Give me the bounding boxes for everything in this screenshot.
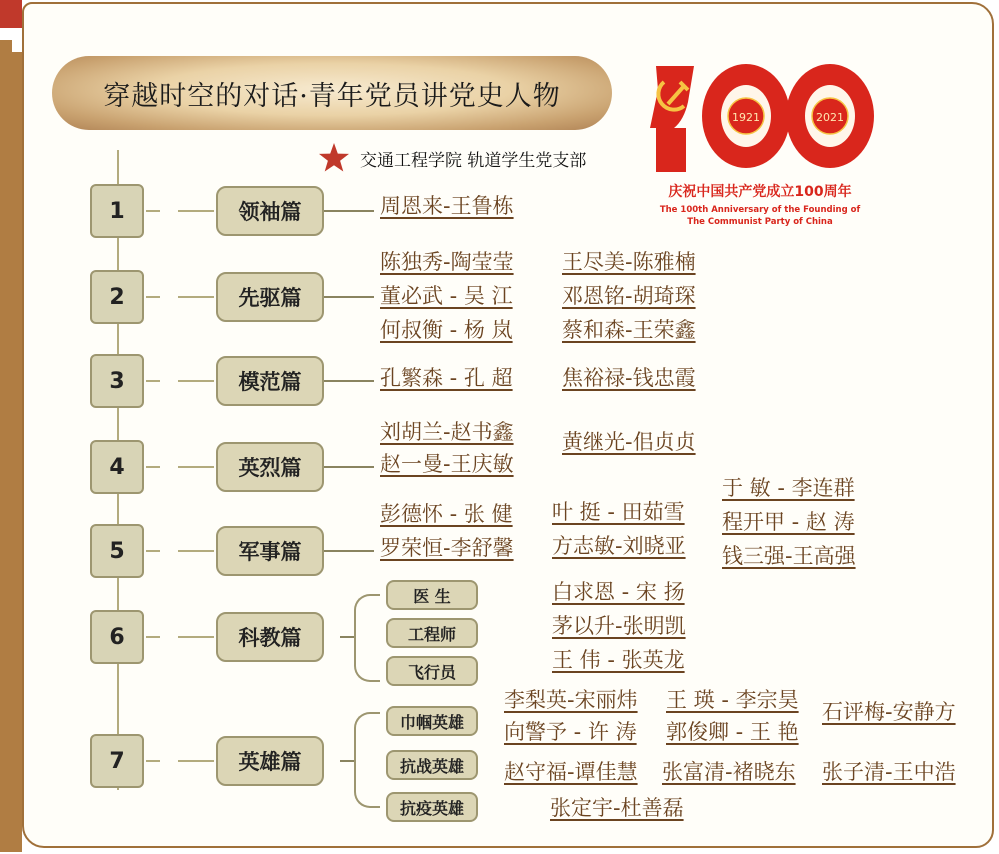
year-start: 1921 <box>732 111 760 124</box>
section-number-3: 3 <box>90 354 144 408</box>
person-link[interactable]: 何叔衡 - 杨 岚 <box>380 318 513 342</box>
dash-connector <box>178 636 214 638</box>
dash-connector <box>178 550 214 552</box>
category-connector <box>324 466 374 468</box>
person-link[interactable]: 邓恩铭-胡琦琛 <box>562 284 696 308</box>
person-link[interactable]: 张子清-王中浩 <box>822 760 956 784</box>
sub-category-pandemic-heroes: 抗疫英雄 <box>386 792 478 822</box>
dash-connector <box>178 466 214 468</box>
person-link[interactable]: 刘胡兰-赵书鑫 <box>380 420 514 444</box>
dash-connector <box>146 466 160 468</box>
person-link[interactable]: 蔡和森-王荣鑫 <box>562 318 696 342</box>
person-link[interactable]: 张定宇-杜善磊 <box>550 796 684 820</box>
category-connector <box>324 296 374 298</box>
person-link[interactable]: 赵守福-谭佳慧 <box>504 760 638 784</box>
person-link[interactable]: 张富清-褚晓东 <box>662 760 796 784</box>
spine-tip <box>0 40 12 54</box>
sub-category-war-heroes: 抗战英雄 <box>386 750 478 780</box>
category-connector <box>324 210 374 212</box>
person-link[interactable]: 王尽美-陈雅楠 <box>562 250 696 274</box>
dash-connector <box>178 760 214 762</box>
category-connector <box>340 636 354 638</box>
dash-connector <box>178 296 214 298</box>
section-number-1: 1 <box>90 184 144 238</box>
title-banner <box>52 56 612 130</box>
person-link[interactable]: 茅以升-张明凯 <box>552 614 686 638</box>
dash-connector <box>178 380 214 382</box>
person-link[interactable]: 孔繁森 - 孔 超 <box>380 366 513 390</box>
person-link[interactable]: 于 敏 - 李连群 <box>722 476 855 500</box>
section-number-5: 5 <box>90 524 144 578</box>
person-link[interactable]: 叶 挺 - 田茹雪 <box>552 500 685 524</box>
year-end: 2021 <box>816 111 844 124</box>
person-link[interactable]: 董必武 - 吴 江 <box>380 284 513 308</box>
category-heroes: 英雄篇 <box>216 736 324 786</box>
person-link[interactable]: 石评梅-安静方 <box>822 700 956 724</box>
logo-caption-en-2: The Communist Party of China <box>687 217 833 227</box>
logo-number-text: 100 <box>644 62 646 63</box>
person-link[interactable]: 白求恩 - 宋 扬 <box>552 580 685 604</box>
sub-category-pilot: 飞行员 <box>386 656 478 686</box>
section-number-2: 2 <box>90 270 144 324</box>
dash-connector <box>146 380 160 382</box>
section-number-4: 4 <box>90 440 144 494</box>
category-pioneers: 先驱篇 <box>216 272 324 322</box>
dash-connector <box>146 210 160 212</box>
person-link[interactable]: 王 瑛 - 李宗昊 <box>666 688 799 712</box>
sub-category-heroines: 巾帼英雄 <box>386 706 478 736</box>
party-emblem-icon <box>650 66 694 128</box>
person-link[interactable]: 赵一曼-王庆敏 <box>380 452 514 476</box>
category-connector <box>324 380 374 382</box>
person-link[interactable]: 方志敏-刘晓亚 <box>552 534 686 558</box>
dash-connector <box>146 636 160 638</box>
spine-red-tab <box>0 0 22 28</box>
organization-label: 交通工程学院 轨道学生党支部 <box>360 151 587 171</box>
person-link[interactable]: 向警予 - 许 涛 <box>504 720 637 744</box>
section-number-6: 6 <box>90 610 144 664</box>
category-connector <box>324 550 374 552</box>
person-link[interactable]: 罗荣恒-李舒馨 <box>380 536 514 560</box>
category-connector <box>340 760 354 762</box>
person-link[interactable]: 钱三强-王高强 <box>722 544 856 568</box>
section-number-7: 7 <box>90 734 144 788</box>
category-models: 模范篇 <box>216 356 324 406</box>
sub-bracket <box>354 594 380 682</box>
centenary-logo <box>644 62 876 242</box>
category-military: 军事篇 <box>216 526 324 576</box>
left-spine <box>0 0 22 852</box>
person-link[interactable]: 程开甲 - 赵 涛 <box>722 510 855 534</box>
dash-connector <box>178 210 214 212</box>
dash-connector <box>146 760 160 762</box>
person-link[interactable]: 王 伟 - 张英龙 <box>552 648 685 672</box>
page-title: 穿越时空的对话·青年党员讲党史人物 <box>103 80 561 112</box>
dash-connector <box>146 296 160 298</box>
person-link[interactable]: 李梨英-宋丽炜 <box>504 688 638 712</box>
person-link[interactable]: 郭俊卿 - 王 艳 <box>666 720 799 744</box>
sub-category-engineer: 工程师 <box>386 618 478 648</box>
category-martyrs: 英烈篇 <box>216 442 324 492</box>
category-leaders: 领袖篇 <box>216 186 324 236</box>
star-icon <box>318 142 350 174</box>
logo-caption-en-1: The 100th Anniversary of the Founding of <box>659 205 861 215</box>
dash-connector <box>146 550 160 552</box>
logo-caption-cn: 庆祝中国共产党成立100周年 <box>668 184 852 200</box>
sub-bracket <box>354 712 380 808</box>
person-link[interactable]: 陈独秀-陶莹莹 <box>380 250 514 274</box>
person-link[interactable]: 黄继光-佀贞贞 <box>562 430 696 454</box>
category-science-education: 科教篇 <box>216 612 324 662</box>
person-link[interactable]: 焦裕禄-钱忠霞 <box>562 366 696 390</box>
sub-category-doctor: 医 生 <box>386 580 478 610</box>
person-link[interactable]: 彭德怀 - 张 健 <box>380 502 513 526</box>
person-link[interactable]: 周恩来-王鲁栋 <box>380 194 514 218</box>
